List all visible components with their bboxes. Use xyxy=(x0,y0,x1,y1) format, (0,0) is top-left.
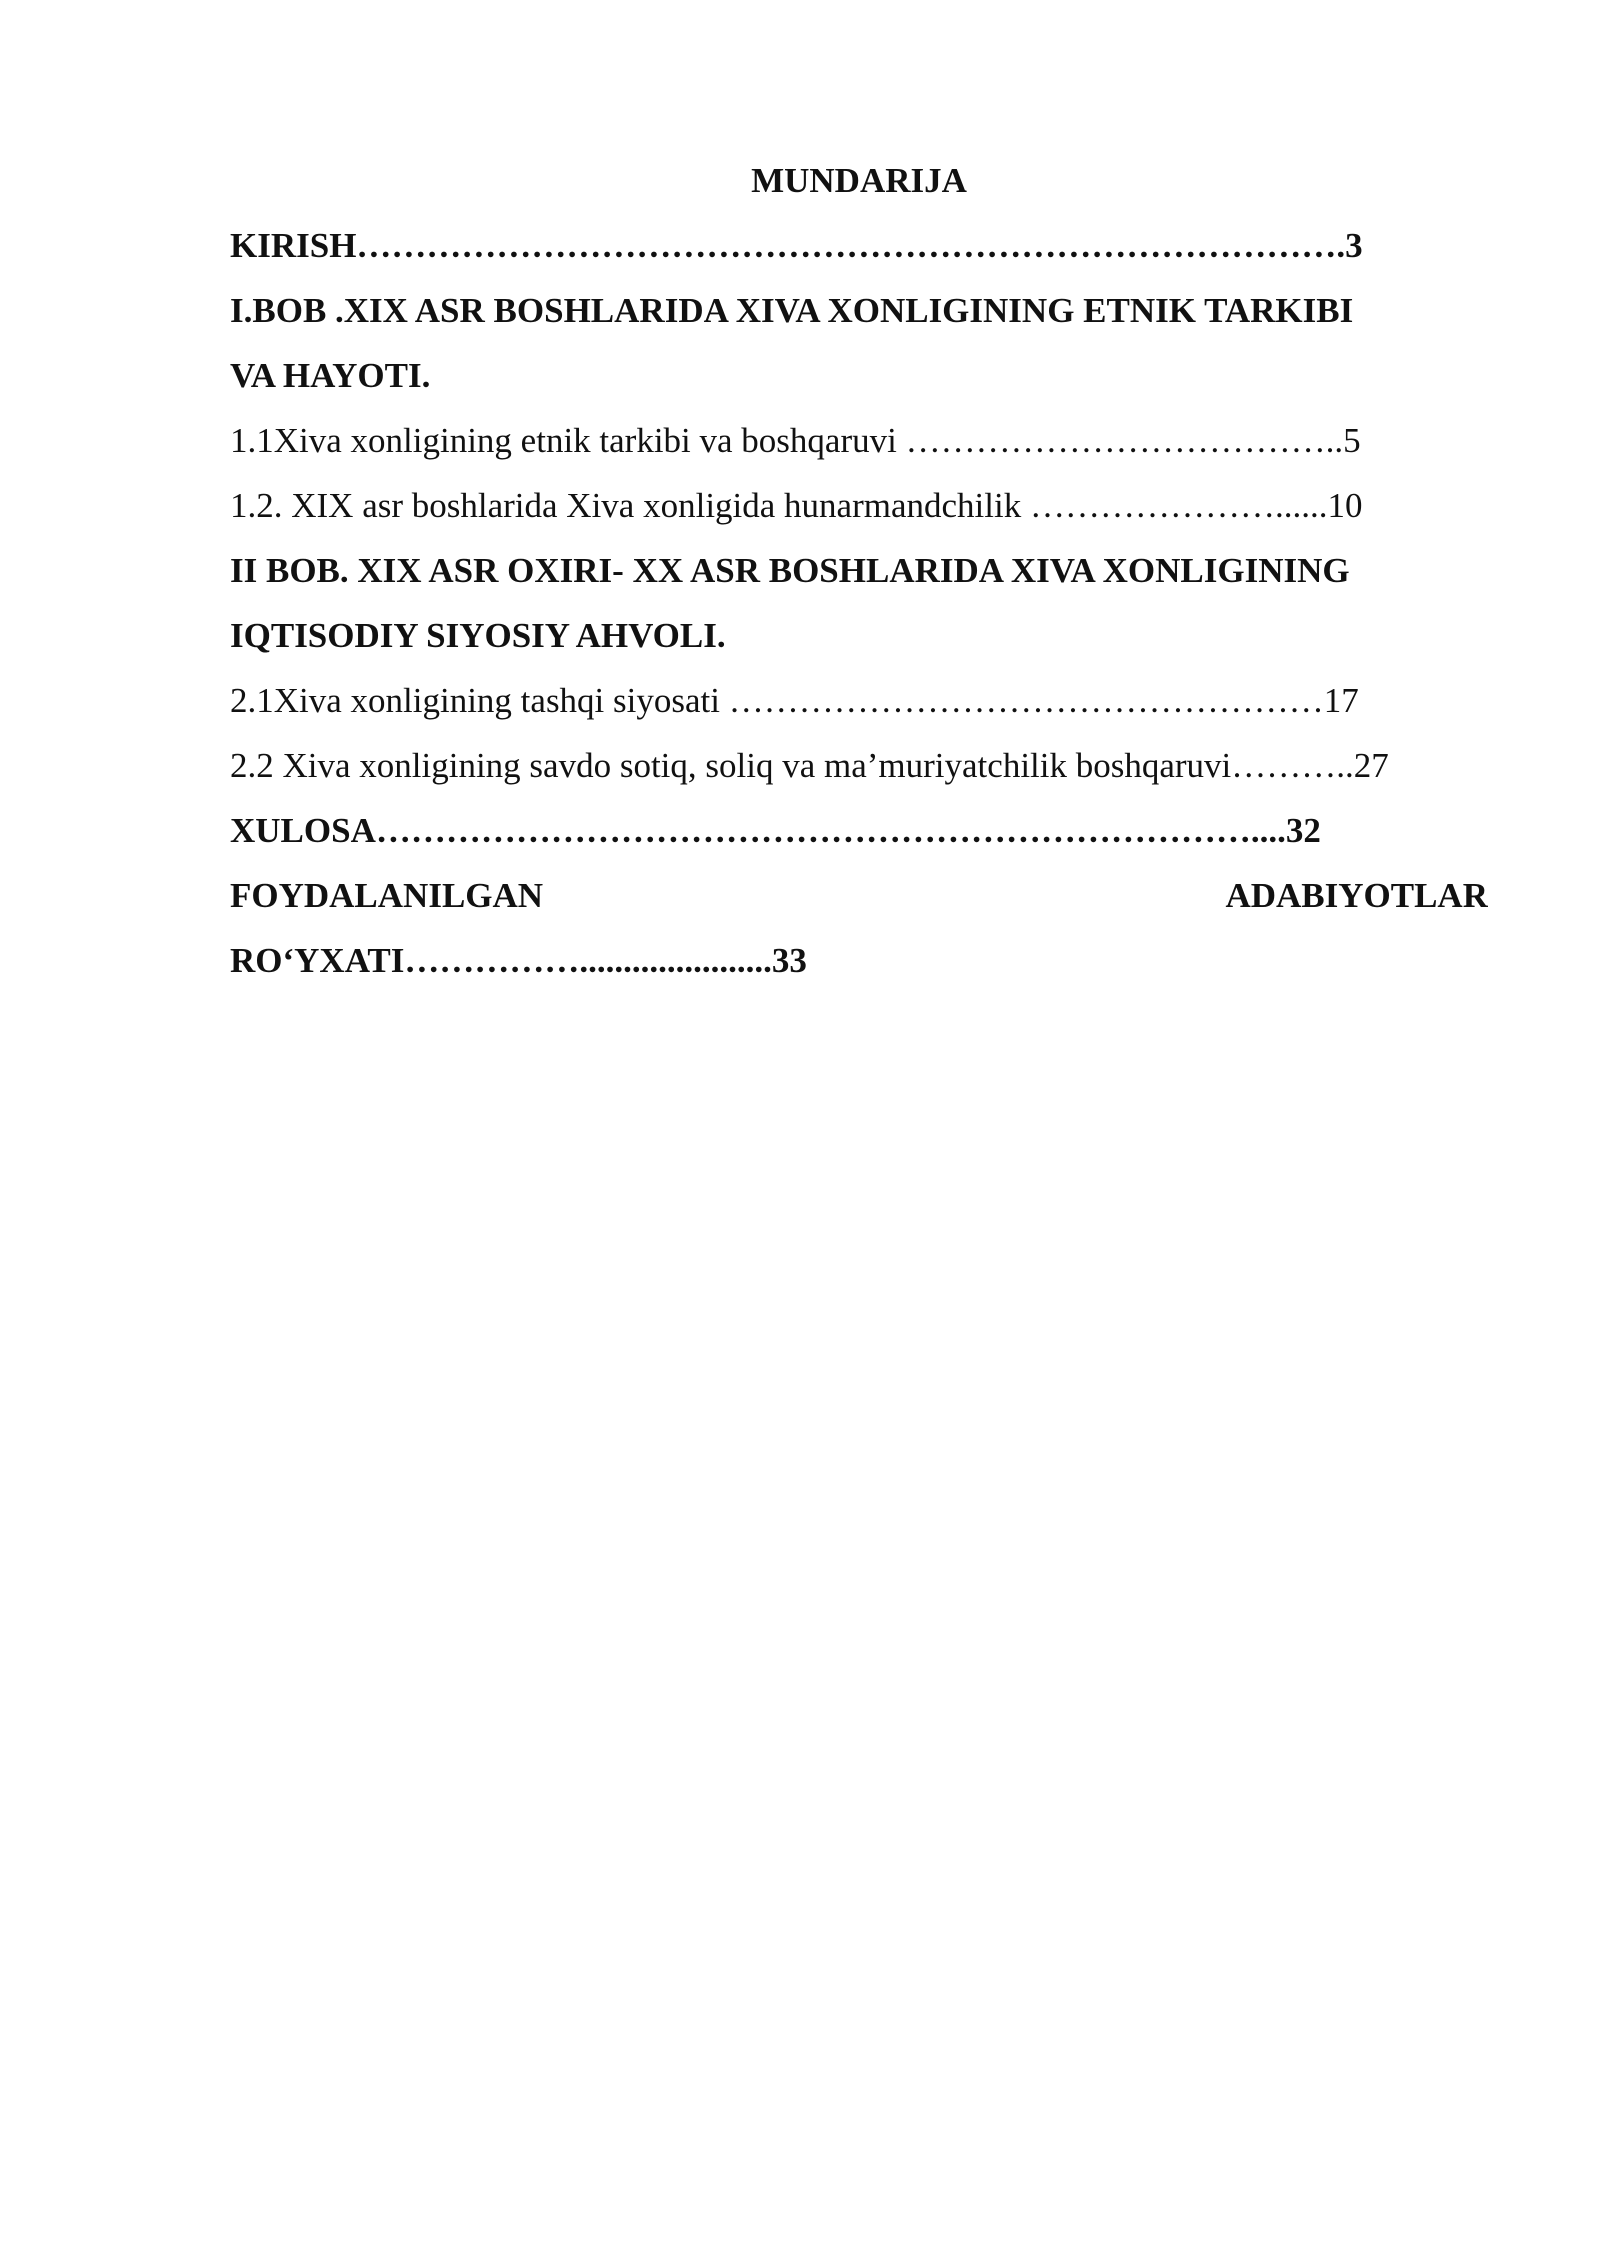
toc-entry-references-cont: RO‘YXATI……………......................33 xyxy=(230,941,807,980)
toc-chapter-1-heading-cont: VA HAYOTI. xyxy=(230,356,431,395)
toc-chapter-1-heading: I.BOB .XIX ASR BOSHLARIDA XIVA XONLIGINING ETNIK TARKIBI xyxy=(230,291,1354,330)
toc-section-1-1: 1.1Xiva xonligining etnik tarkibi va boshqaruvi ………………………………..5 xyxy=(230,421,1361,460)
toc-chapter-2-heading-cont: IQTISODIY SIYOSIY AHVOLI. xyxy=(230,616,726,655)
toc-section-2-2: 2.2 Xiva xonligining savdo sotiq, soliq va ma’muriyatchilik boshqaruvi………..27 xyxy=(230,746,1389,785)
toc-entry-kirish: KIRISH………………………………………………………………………….3 xyxy=(230,226,1363,265)
toc-entry-references-left: FOYDALANILGAN xyxy=(230,876,544,915)
toc-title: MUNDARIJA xyxy=(751,161,967,200)
table-of-contents xyxy=(230,148,1488,993)
toc-section-1-2: 1.2. XIX asr boshlarida Xiva xonligida hunarmandchilik …………………......10 xyxy=(230,486,1363,525)
toc-entry-references-right: ADABIYOTLAR xyxy=(1225,876,1488,915)
toc-section-2-1: 2.1Xiva xonligining tashqi siyosati ……………………………………………17 xyxy=(230,681,1359,720)
toc-chapter-2-heading: II BOB. XIX ASR OXIRI- XX ASR BOSHLARIDA XIVA XONLIGINING xyxy=(230,551,1350,590)
toc-entry-xulosa: XULOSA…………………………………………………………………....32 xyxy=(230,811,1321,850)
toc-entry-references xyxy=(230,863,1488,928)
